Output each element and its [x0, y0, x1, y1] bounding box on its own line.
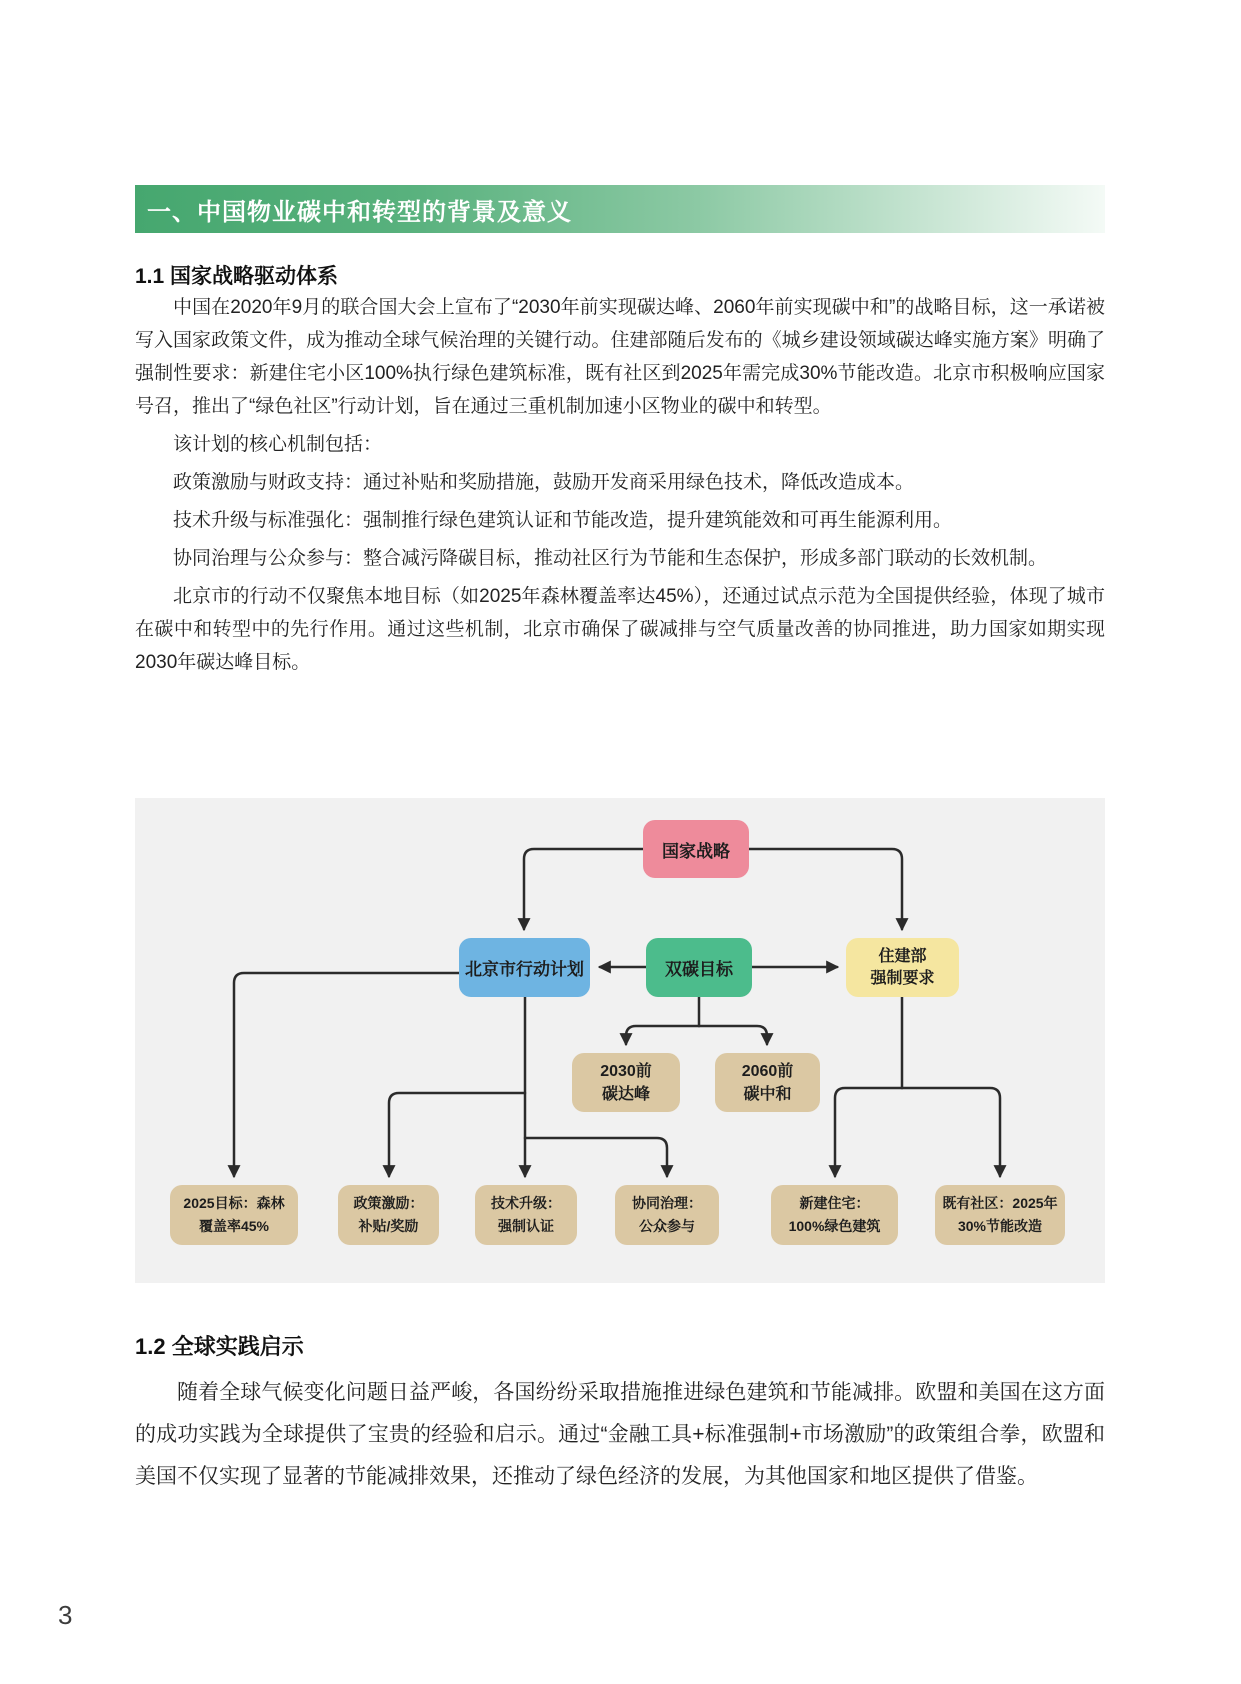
paragraph: 技术升级与标准强化：强制推行绿色建筑认证和节能改造，提升建筑能效和可再生能源利用。 — [173, 510, 953, 531]
node-2060-carbon-neutral: 2060前 碳中和 — [715, 1053, 820, 1112]
section-1-1-body — [135, 291, 1105, 684]
paragraph: 政策激励与财政支持：通过补贴和奖励措施，鼓励开发商采用绿色技术，降低改造成本。 — [173, 472, 915, 493]
section-banner-title: 一、中国物业碳中和转型的背景及意义 — [147, 198, 572, 226]
paragraph: 中国在2020年9月的联合国大会上宣布了“2030年前实现碳达峰、2060年前实现碳中和”的战略目标，这一承诺被写入国家政策文件，成为推动全球气候治理的关键行动。住建部随后发布的《城乡建设领域碳达峰实施方案》明确了强制性要求：新建住宅小区100%执行绿色建筑标准，既有社区到2025年需完成30%节能改造。北京市积极响应国家号召，推出了“绿色社区”行动计划，旨在通过三重机制加速小区物业的碳中和转型。 — [135, 297, 1105, 417]
node-national-strategy: 国家战略 — [643, 820, 749, 878]
node-2030-carbon-peak: 2030前 碳达峰 — [572, 1053, 680, 1112]
node-tech-upgrade: 技术升级： 强制认证 — [475, 1185, 577, 1245]
section-banner — [135, 185, 1105, 233]
node-new-housing-standard: 新建住宅： 100%绿色建筑 — [771, 1185, 898, 1245]
page-number: 3 — [58, 1600, 73, 1630]
node-existing-community-retrofit: 既有社区：2025年 30%节能改造 — [935, 1185, 1065, 1245]
node-dual-carbon-goals: 双碳目标 — [646, 938, 752, 997]
flowchart-panel — [135, 798, 1105, 1283]
node-policy-incentive: 政策激励： 补贴/奖励 — [338, 1185, 439, 1245]
heading-1-2: 1.2 全球实践启示 — [135, 1334, 304, 1359]
paragraph: 协同治理与公众参与：整合减污降碳目标，推动社区行为节能和生态保护，形成多部门联动的长效机制。 — [173, 548, 1048, 569]
node-mohurd-mandate: 住建部 强制要求 — [846, 938, 959, 997]
node-beijing-action-plan: 北京市行动计划 — [459, 938, 590, 997]
paragraph: 随着全球气候变化问题日益严峻，各国纷纷采取措施推进绿色建筑和节能减排。欧盟和美国在这方面的成功实践为全球提供了宝贵的经验和启示。通过“金融工具+标准强制+市场激励”的政策组合拳，欧盟和美国不仅实现了显著的节能减排效果，还推动了绿色经济的发展，为其他国家和地区提供了借鉴。 — [135, 1381, 1105, 1488]
paragraph: 北京市的行动不仅聚焦本地目标（如2025年森林覆盖率达45%），还通过试点示范为全国提供经验，体现了城市在碳中和转型中的先行作用。通过这些机制，北京市确保了碳减排与空气质量改善的协同推进，助力国家如期实现2030年碳达峰目标。 — [135, 586, 1105, 673]
node-forest-coverage-goal: 2025目标：森林 覆盖率45% — [170, 1185, 298, 1245]
section-1-2-body — [135, 1372, 1105, 1498]
node-co-governance: 协同治理： 公众参与 — [615, 1185, 719, 1245]
paragraph: 该计划的核心机制包括： — [173, 434, 383, 455]
heading-1-1: 1.1 国家战略驱动体系 — [135, 265, 339, 288]
